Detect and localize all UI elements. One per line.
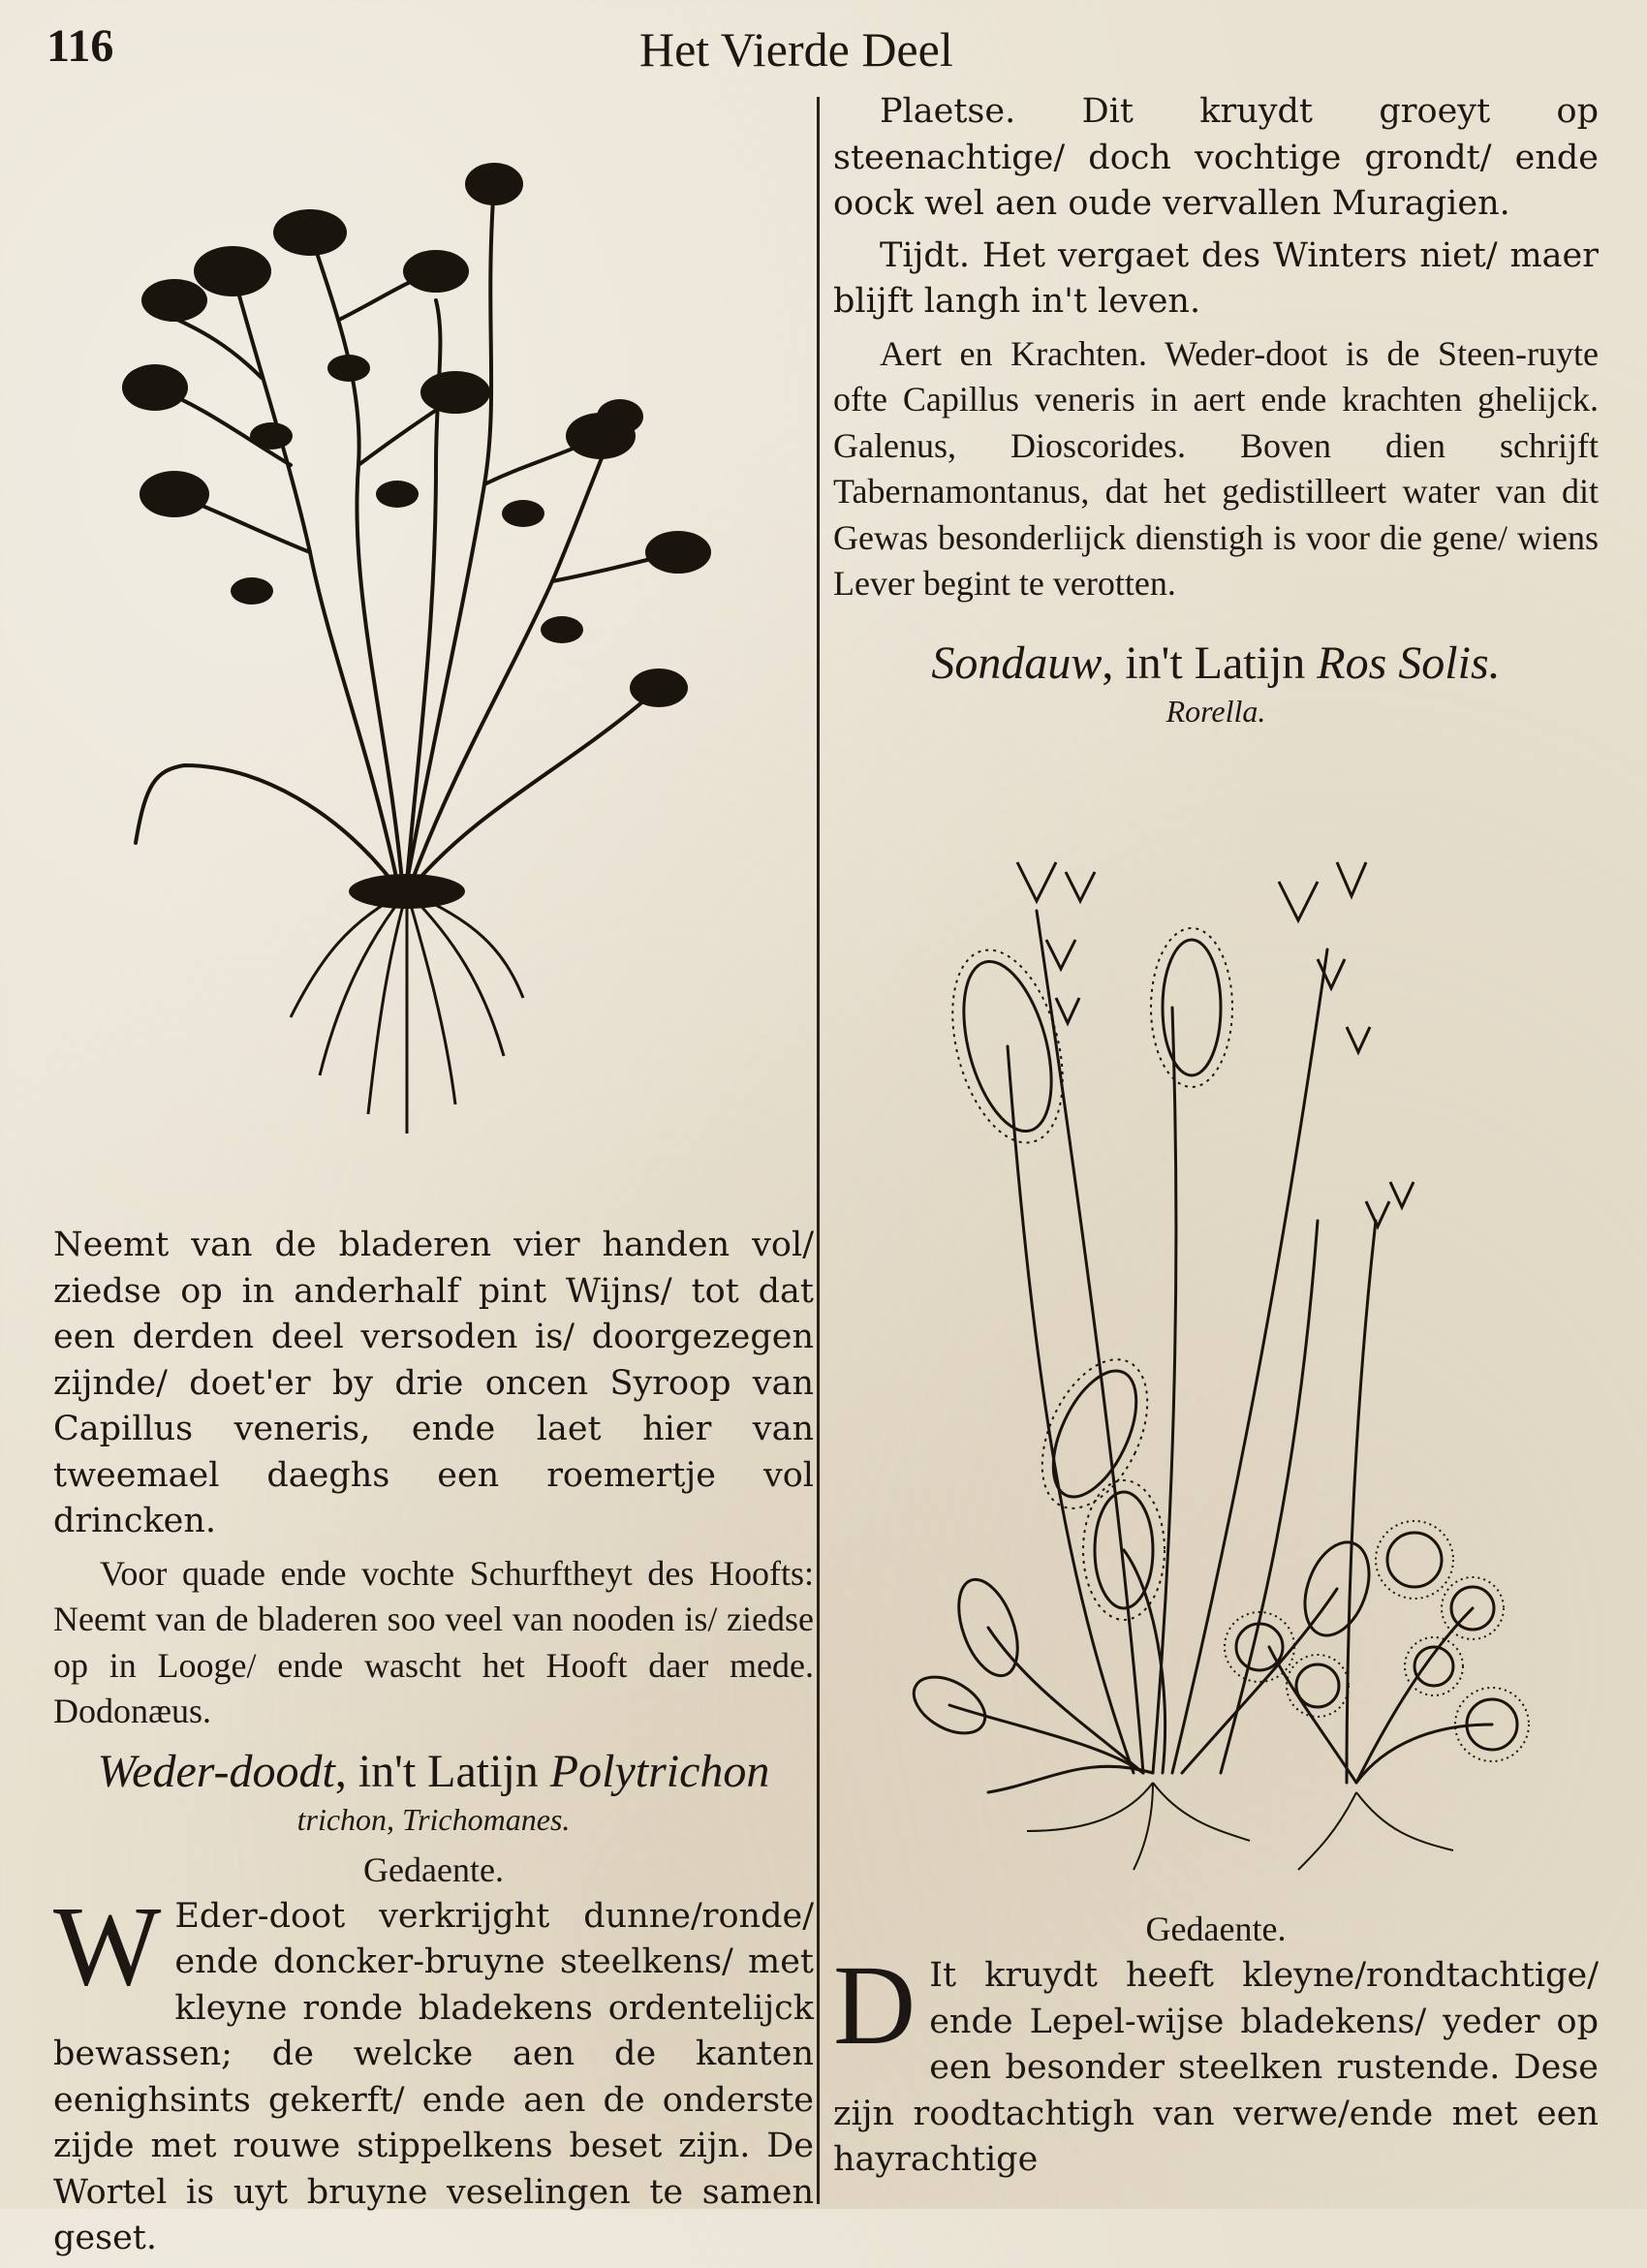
paragraph: Tijdt. Het vergaet des Winters niet/ maer blijft langh in't leven. xyxy=(833,235,1599,321)
section-heading xyxy=(833,637,1599,690)
paragraph: Voor quade ende vochte Schurftheyt des Hoofts: Neemt van de bladeren soo veel van nooden is/ ziedse op in Looge/ ende wascht het Hooft daer mede. Dodonæus. xyxy=(53,1553,814,1730)
heading-name: Weder-doodt xyxy=(97,1745,335,1797)
left-column-text xyxy=(53,1223,814,2268)
running-title: Het Vierde Deel xyxy=(639,22,953,77)
heading-mid: , in't Latijn xyxy=(334,1745,550,1797)
subheading: Rorella. xyxy=(1165,693,1266,729)
sundew-woodcut xyxy=(930,853,1540,1880)
dropcap-paragraph xyxy=(833,1942,1599,2184)
dropcap-paragraph xyxy=(53,1881,814,2262)
heading-latin: Polytrichon xyxy=(549,1745,770,1797)
right-column-text-bottom xyxy=(833,1897,1599,2190)
section-label: Gedaente. xyxy=(1145,1910,1287,1948)
heading-name: Sondauw xyxy=(931,637,1103,689)
page-number: 116 xyxy=(47,20,114,72)
dropcap: D xyxy=(833,1942,917,2068)
paragraph: Aert en Krachten. Weder-doot is de Steen-ruyte ofte Capillus veneris in aert ende krachten ghelijck. Galenus, Dioscorides. Boven dien schrijft Tabernamontanus, dat het gedistilleert water van dit Gewas besonderlijck dienstigh is voor die gene/ wiens Lever begint te verotten. xyxy=(833,333,1599,603)
section-label: Gedaente. xyxy=(363,1849,504,1889)
paragraph: It kruydt heeft kleyne/rondtachtige/ ende Lepel-wijse bladekens/ yeder op een besonder steelken rustende. Dese zijn roodtachtigh van verwe/ende met een hayrachtige xyxy=(833,1956,1599,2179)
subheading: trichon, Trichomanes. xyxy=(296,1801,571,1837)
right-column-text-top xyxy=(833,89,1599,730)
column-divider xyxy=(817,97,820,2204)
section-heading xyxy=(53,1745,814,1798)
heading-latin: Ros Solis. xyxy=(1317,637,1501,689)
heading-mid: , in't Latijn xyxy=(1102,637,1318,689)
paragraph: Eder-doot verkrijght dunne/ronde/ ende doncker-bruyne steelkens/ met kleyne ronde bladekens ordentelijck bewassen; de welcke aen de kanten eenighsints gekerft/ ende aen de onderste zijde met rouwe stippelkens beset zijn. De Wortel is uyt bruyne veselingen te samen geset. xyxy=(53,1896,814,2257)
capillus-veneris-woodcut xyxy=(116,145,717,1143)
paragraph: Plaetse. Dit kruydt groeyt op steenachtige/ doch vochtige grondt/ ende oock wel aen oude vervallen Muragien. xyxy=(833,92,1599,223)
paragraph: Neemt van de bladeren vier handen vol/ ziedse op in anderhalf pint Wijns/ tot dat een derden deel versoden is/ doorgezegen zijnde/ doet'er by drie oncen Syroop van Capillus veneris, ende laet hier van tweemael daeghs een roemertje vol drincken. xyxy=(53,1226,814,1540)
dropcap: W xyxy=(53,1881,162,2009)
